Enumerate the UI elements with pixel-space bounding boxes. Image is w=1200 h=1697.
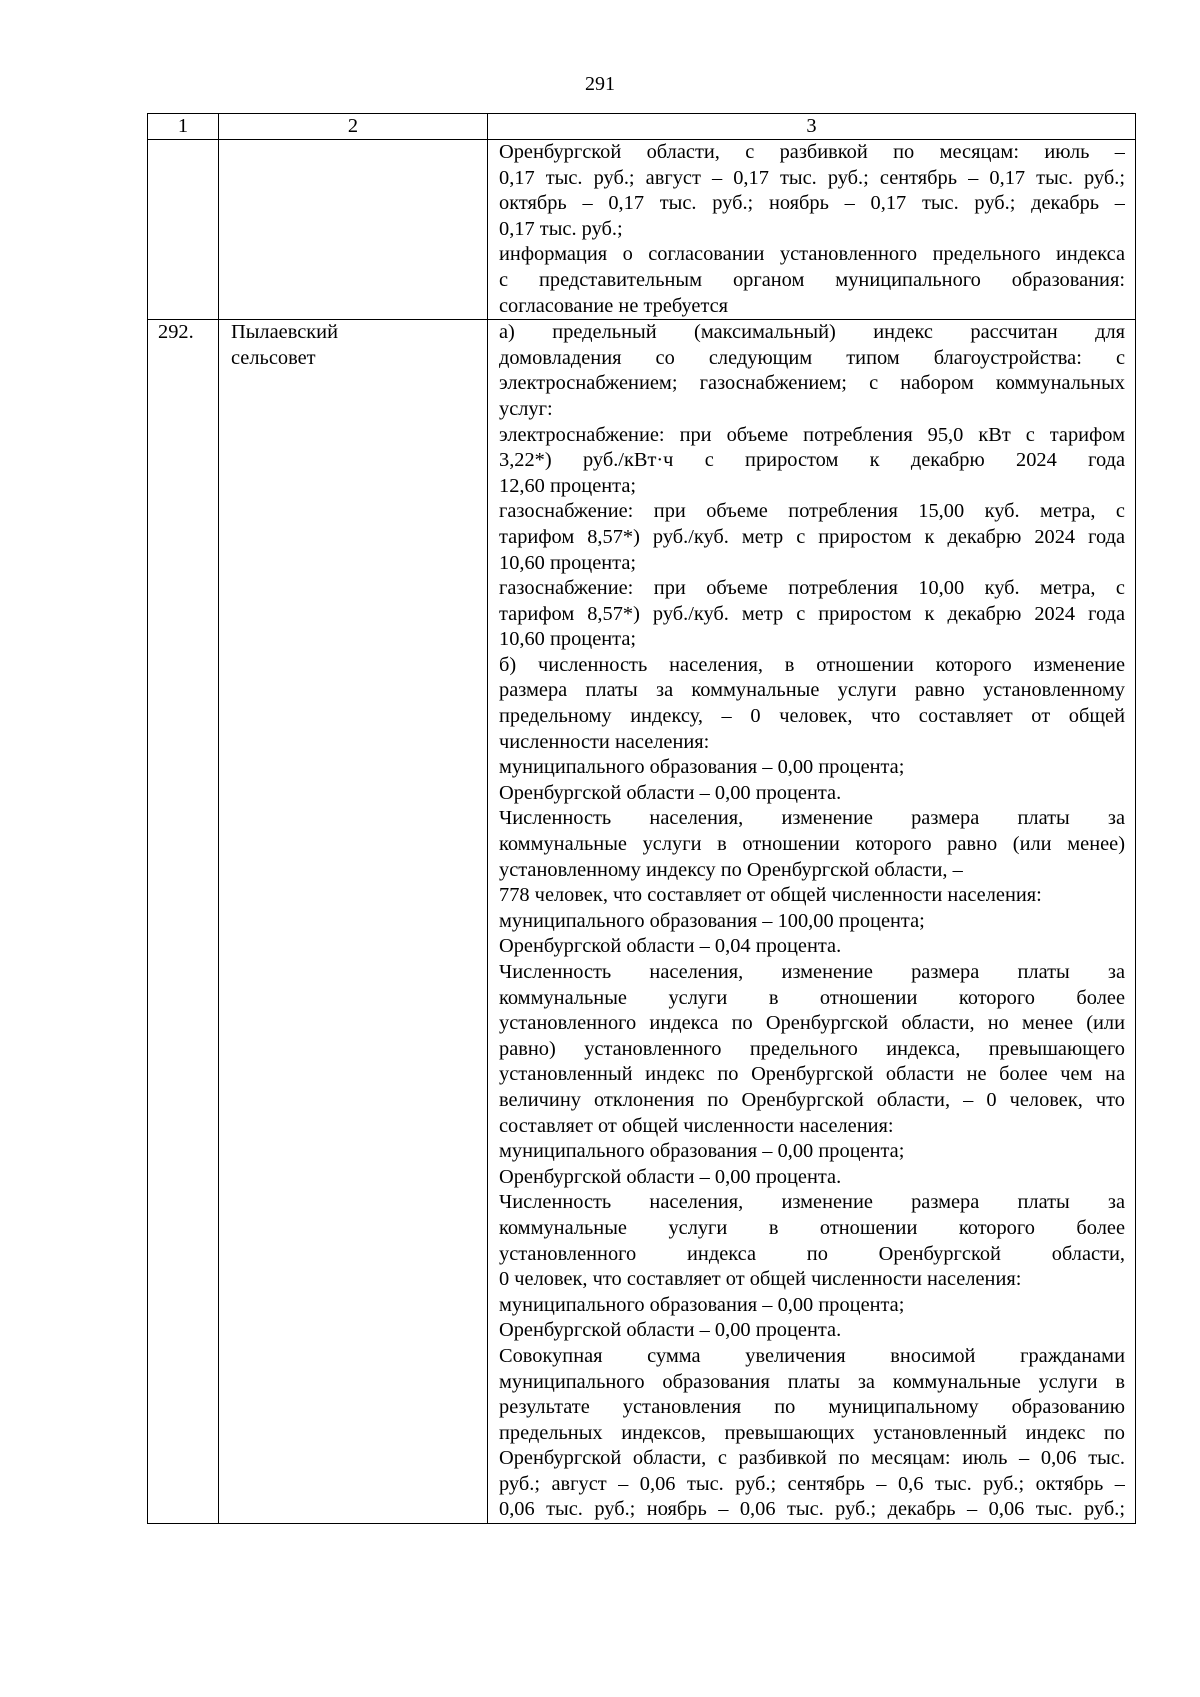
table-row	[148, 320, 1136, 1524]
column-header-1: 1	[148, 114, 219, 140]
continuation-row	[148, 140, 1136, 320]
text-line: Оренбургской области – 0,04 процента.	[499, 935, 842, 958]
municipality-name-line: сельсовет	[231, 346, 316, 369]
text-line: услуг:	[499, 397, 553, 420]
text-line: 0,17 тыс. руб.; август – 0,17 тыс. руб.; сентябрь – 0,17 тыс. руб.;	[499, 166, 1125, 189]
text-line: муниципального образования – 100,00 процента;	[499, 909, 925, 932]
page-number: 291	[585, 73, 615, 95]
column-header-2: 2	[219, 114, 488, 140]
text-line: 0,17 тыс. руб.;	[499, 217, 623, 240]
text-line: муниципального образования – 0,00 процента;	[499, 1293, 905, 1316]
text-line: домовладения со следующим типом благоустройства: с	[499, 346, 1125, 369]
text-line: установленный индекс по Оренбургской области не более чем на	[499, 1063, 1125, 1086]
text-line: 778 человек, что составляет от общей численности населения:	[499, 884, 1042, 907]
text-line: газоснабжение: при объеме потребления 10,00 куб. метра, с	[499, 577, 1125, 600]
continuation-text-cell	[488, 140, 1136, 320]
continuation-name-cell	[219, 140, 488, 320]
text-line: установленного индекса по Оренбургской области,	[499, 1242, 1125, 1265]
column-header-row	[148, 114, 1136, 140]
text-line: газоснабжение: при объеме потребления 15,00 куб. метра, с	[499, 500, 1125, 523]
text-line: предельных индексов, превышающих установленный индекс по	[499, 1421, 1125, 1444]
text-line: с представительным органом муниципального образования:	[499, 268, 1125, 291]
document-table	[147, 113, 1136, 1524]
text-line: муниципального образования – 0,00 процента;	[499, 1140, 905, 1163]
text-line: установленному индексу по Оренбургской области, –	[499, 858, 963, 881]
text-line: составляет от общей численности населения:	[499, 1114, 894, 1137]
column-header-3: 3	[488, 114, 1136, 140]
text-line: 3,22*) руб./кВт·ч с приростом к декабрю 2024 года	[499, 449, 1125, 472]
text-line: Оренбургской области, с разбивкой по месяцам: июль – 0,06 тыс.	[499, 1447, 1125, 1470]
text-line: информация о согласовании установленного предельного индекса	[499, 243, 1125, 266]
text-line: а) предельный (максимальный) индекс рассчитан для	[499, 321, 1125, 344]
text-line: Численность населения, изменение размера платы за	[499, 1191, 1125, 1214]
text-line: б) численность населения, в отношении которого изменение	[499, 653, 1125, 676]
text-line: 0 человек, что составляет от общей численности населения:	[499, 1268, 1022, 1291]
text-line: размера платы за коммунальные услуги равно установленному	[499, 679, 1125, 702]
text-line: руб.; август – 0,06 тыс. руб.; сентябрь – 0,6 тыс. руб.; октябрь –	[499, 1472, 1125, 1495]
text-line: 0,06 тыс. руб.; ноябрь – 0,06 тыс. руб.; декабрь – 0,06 тыс. руб.;	[499, 1498, 1125, 1521]
text-line: Численность населения, изменение размера платы за	[499, 961, 1125, 983]
row-number: 292.	[148, 320, 219, 1524]
text-line: численности населения:	[499, 730, 710, 753]
municipality-name-line: Пылаевский	[231, 321, 338, 344]
text-line: коммунальные услуги в отношении которого более	[499, 1216, 1125, 1239]
text-line: Оренбургской области, с разбивкой по месяцам: июль –	[499, 141, 1125, 163]
text-line: муниципального образования платы за коммунальные услуги в	[499, 1370, 1125, 1393]
text-line: установленного индекса по Оренбургской области, но менее (или	[499, 1012, 1125, 1035]
text-line: коммунальные услуги в отношении которого более	[499, 986, 1125, 1009]
text-line: согласование не требуется	[499, 294, 729, 317]
continuation-number-cell	[148, 140, 219, 320]
text-line: предельному индексу, – 0 человек, что составляет от общей	[499, 705, 1125, 728]
entry-text-cell	[488, 320, 1136, 1524]
text-line: величину отклонения по Оренбургской области, – 0 человек, что	[499, 1088, 1125, 1111]
text-line: электроснабжение: при объеме потребления 95,0 кВт с тарифом	[499, 423, 1125, 446]
text-line: Оренбургской области – 0,00 процента.	[499, 1319, 842, 1342]
text-line: Оренбургской области – 0,00 процента.	[499, 781, 842, 804]
text-line: 12,60 процента;	[499, 474, 637, 497]
text-line: муниципального образования – 0,00 процента;	[499, 756, 905, 779]
text-line: Оренбургской области – 0,00 процента.	[499, 1165, 842, 1188]
text-line: 10,60 процента;	[499, 551, 637, 574]
text-line: Совокупная сумма увеличения вносимой гражданами	[499, 1344, 1125, 1367]
text-line: тарифом 8,57*) руб./куб. метр с приростом к декабрю 2024 года	[499, 602, 1125, 625]
text-line: электроснабжением; газоснабжением; с набором коммунальных	[499, 372, 1125, 395]
municipality-name	[219, 320, 488, 1524]
text-line: 10,60 процента;	[499, 628, 637, 651]
text-line: тарифом 8,57*) руб./куб. метр с приростом к декабрю 2024 года	[499, 525, 1125, 548]
text-line: коммунальные услуги в отношении которого равно (или менее)	[499, 833, 1125, 856]
text-line: равно) установленного предельного индекса, превышающего	[499, 1037, 1125, 1060]
text-line: Численность населения, изменение размера платы за	[499, 807, 1125, 830]
text-line: октябрь – 0,17 тыс. руб.; ноябрь – 0,17 тыс. руб.; декабрь –	[499, 192, 1125, 215]
text-line: результате установления по муниципальному образованию	[499, 1396, 1125, 1419]
